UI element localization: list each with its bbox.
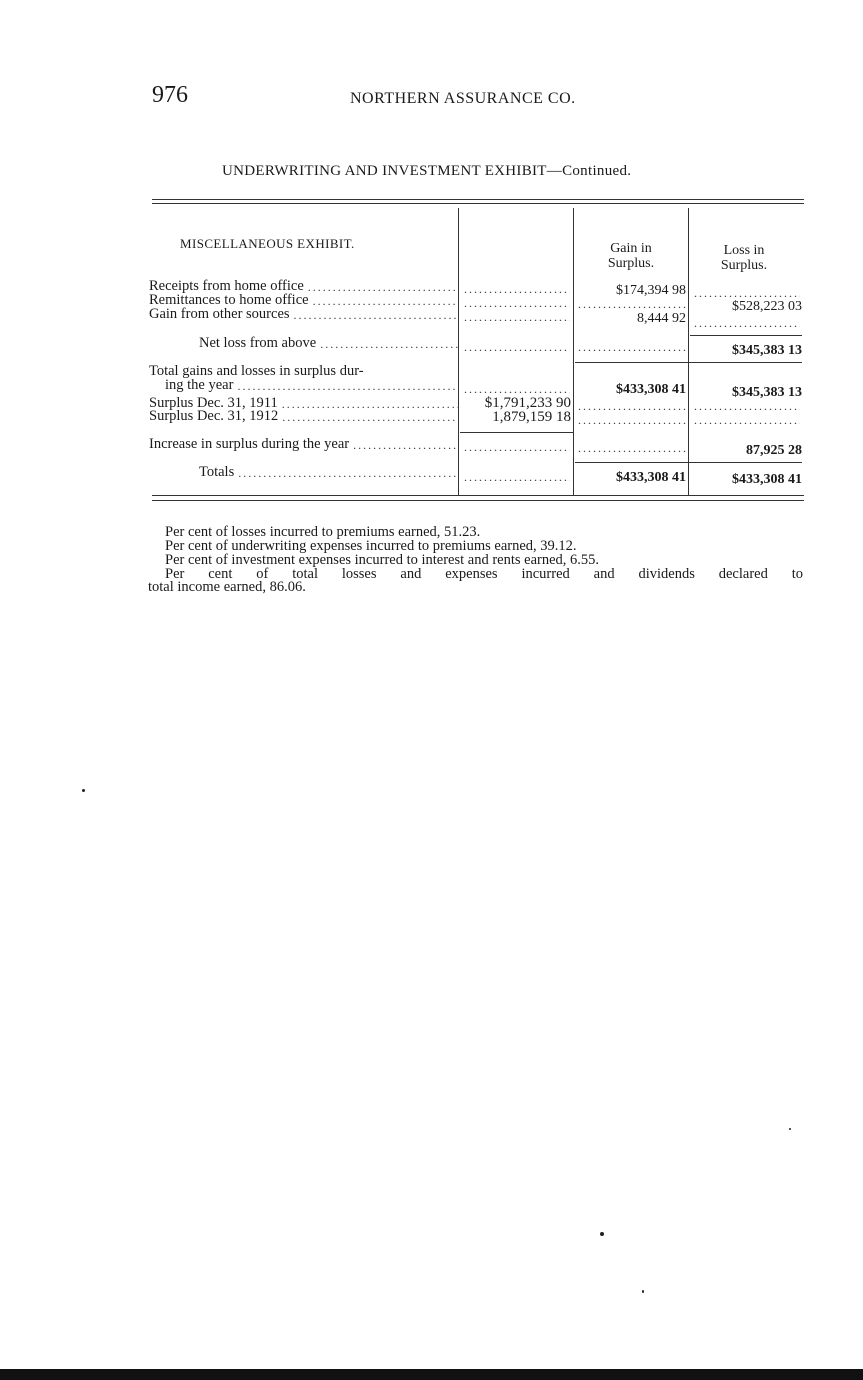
loss-value: 87,925 28 — [746, 444, 802, 458]
footnote-total-line2: total income earned, 86.06. — [148, 579, 306, 595]
table-bottom-rule-outer — [152, 500, 804, 501]
leader-dots — [692, 400, 800, 412]
leader-dots — [576, 400, 686, 412]
gain-value: $433,308 41 — [616, 383, 686, 397]
leader-dots — [692, 287, 800, 299]
column-header-loss: Loss in Surplus. — [720, 243, 768, 273]
row-label: Remittances to home office ..... — [149, 293, 458, 307]
leader-dots — [462, 311, 570, 323]
loss-value: $345,383 13 — [732, 386, 802, 400]
exhibit-title: UNDERWRITING AND INVESTMENT EXHIBIT—Continued. — [222, 163, 632, 179]
surplus-value: $1,791,233 90 — [484, 396, 571, 410]
subtotal-rule — [575, 462, 802, 463]
footnote-total-line1: Per cent of total losses and expenses incurred and dividends declared to — [165, 566, 803, 582]
scan-speck — [82, 789, 85, 792]
row-label: Totals ..... — [149, 465, 458, 479]
row-label: Gain from other sources ..... — [149, 307, 458, 321]
loss-value: $433,308 41 — [732, 473, 802, 487]
table-top-rule — [152, 199, 804, 200]
scan-speck — [642, 1290, 644, 1293]
leader-dots — [462, 383, 570, 395]
leader-dots — [462, 471, 570, 483]
loss-value: $528,223 03 — [732, 300, 802, 314]
leader-dots — [692, 414, 800, 426]
subtotal-rule — [575, 362, 802, 363]
column-divider — [573, 208, 574, 496]
gain-value: 8,444 92 — [637, 312, 686, 326]
footnote-underwriting: Per cent of underwriting expenses incurred to premiums earned, 39.12. — [165, 538, 577, 554]
surplus-value: 1,879,159 18 — [492, 410, 571, 424]
column-divider — [458, 208, 459, 496]
row-label: Total gains and losses in surplus dur- — [149, 364, 364, 378]
row-label: Receipts from home office ..... — [149, 279, 458, 293]
column-header-gain: Gain in Surplus. — [607, 241, 655, 271]
loss-value: $345,383 13 — [732, 344, 802, 358]
page-number: 976 — [152, 82, 188, 108]
leader-dots — [462, 283, 570, 295]
leader-dots — [576, 341, 686, 353]
leader-dots — [462, 441, 570, 453]
scan-speck — [789, 1128, 791, 1130]
subtotal-rule — [690, 335, 802, 336]
scan-speck — [600, 1232, 604, 1236]
row-label: Surplus Dec. 31, 1912 ..... — [149, 409, 458, 423]
gain-value: $433,308 41 — [616, 471, 686, 485]
row-label: ing the year ..... — [165, 378, 458, 392]
row-label: Net loss from above ..... — [149, 336, 458, 350]
table-top-rule-inner — [152, 203, 804, 204]
section-label: MISCELLANEOUS EXHIBIT. — [180, 236, 355, 251]
running-head: NORTHERN ASSURANCE CO. — [350, 90, 576, 107]
column-divider — [688, 208, 689, 496]
leader-dots — [462, 341, 570, 353]
leader-dots — [692, 317, 800, 329]
footnote-losses: Per cent of losses incurred to premiums earned, 51.23. — [165, 524, 481, 540]
scan-border — [0, 1369, 863, 1380]
leader-dots — [576, 414, 686, 426]
leader-dots — [462, 297, 570, 309]
leader-dots — [576, 442, 686, 454]
leader-dots — [576, 298, 686, 310]
gain-value: $174,394 98 — [616, 284, 686, 298]
footnote-investment: Per cent of investment expenses incurred to interest and rents earned, 6.55. — [165, 552, 600, 568]
subtotal-rule — [460, 432, 573, 433]
row-label: Surplus Dec. 31, 1911 ..... — [149, 396, 458, 410]
table-bottom-rule — [152, 495, 804, 496]
row-label: Increase in surplus during the year ..... — [149, 437, 458, 451]
